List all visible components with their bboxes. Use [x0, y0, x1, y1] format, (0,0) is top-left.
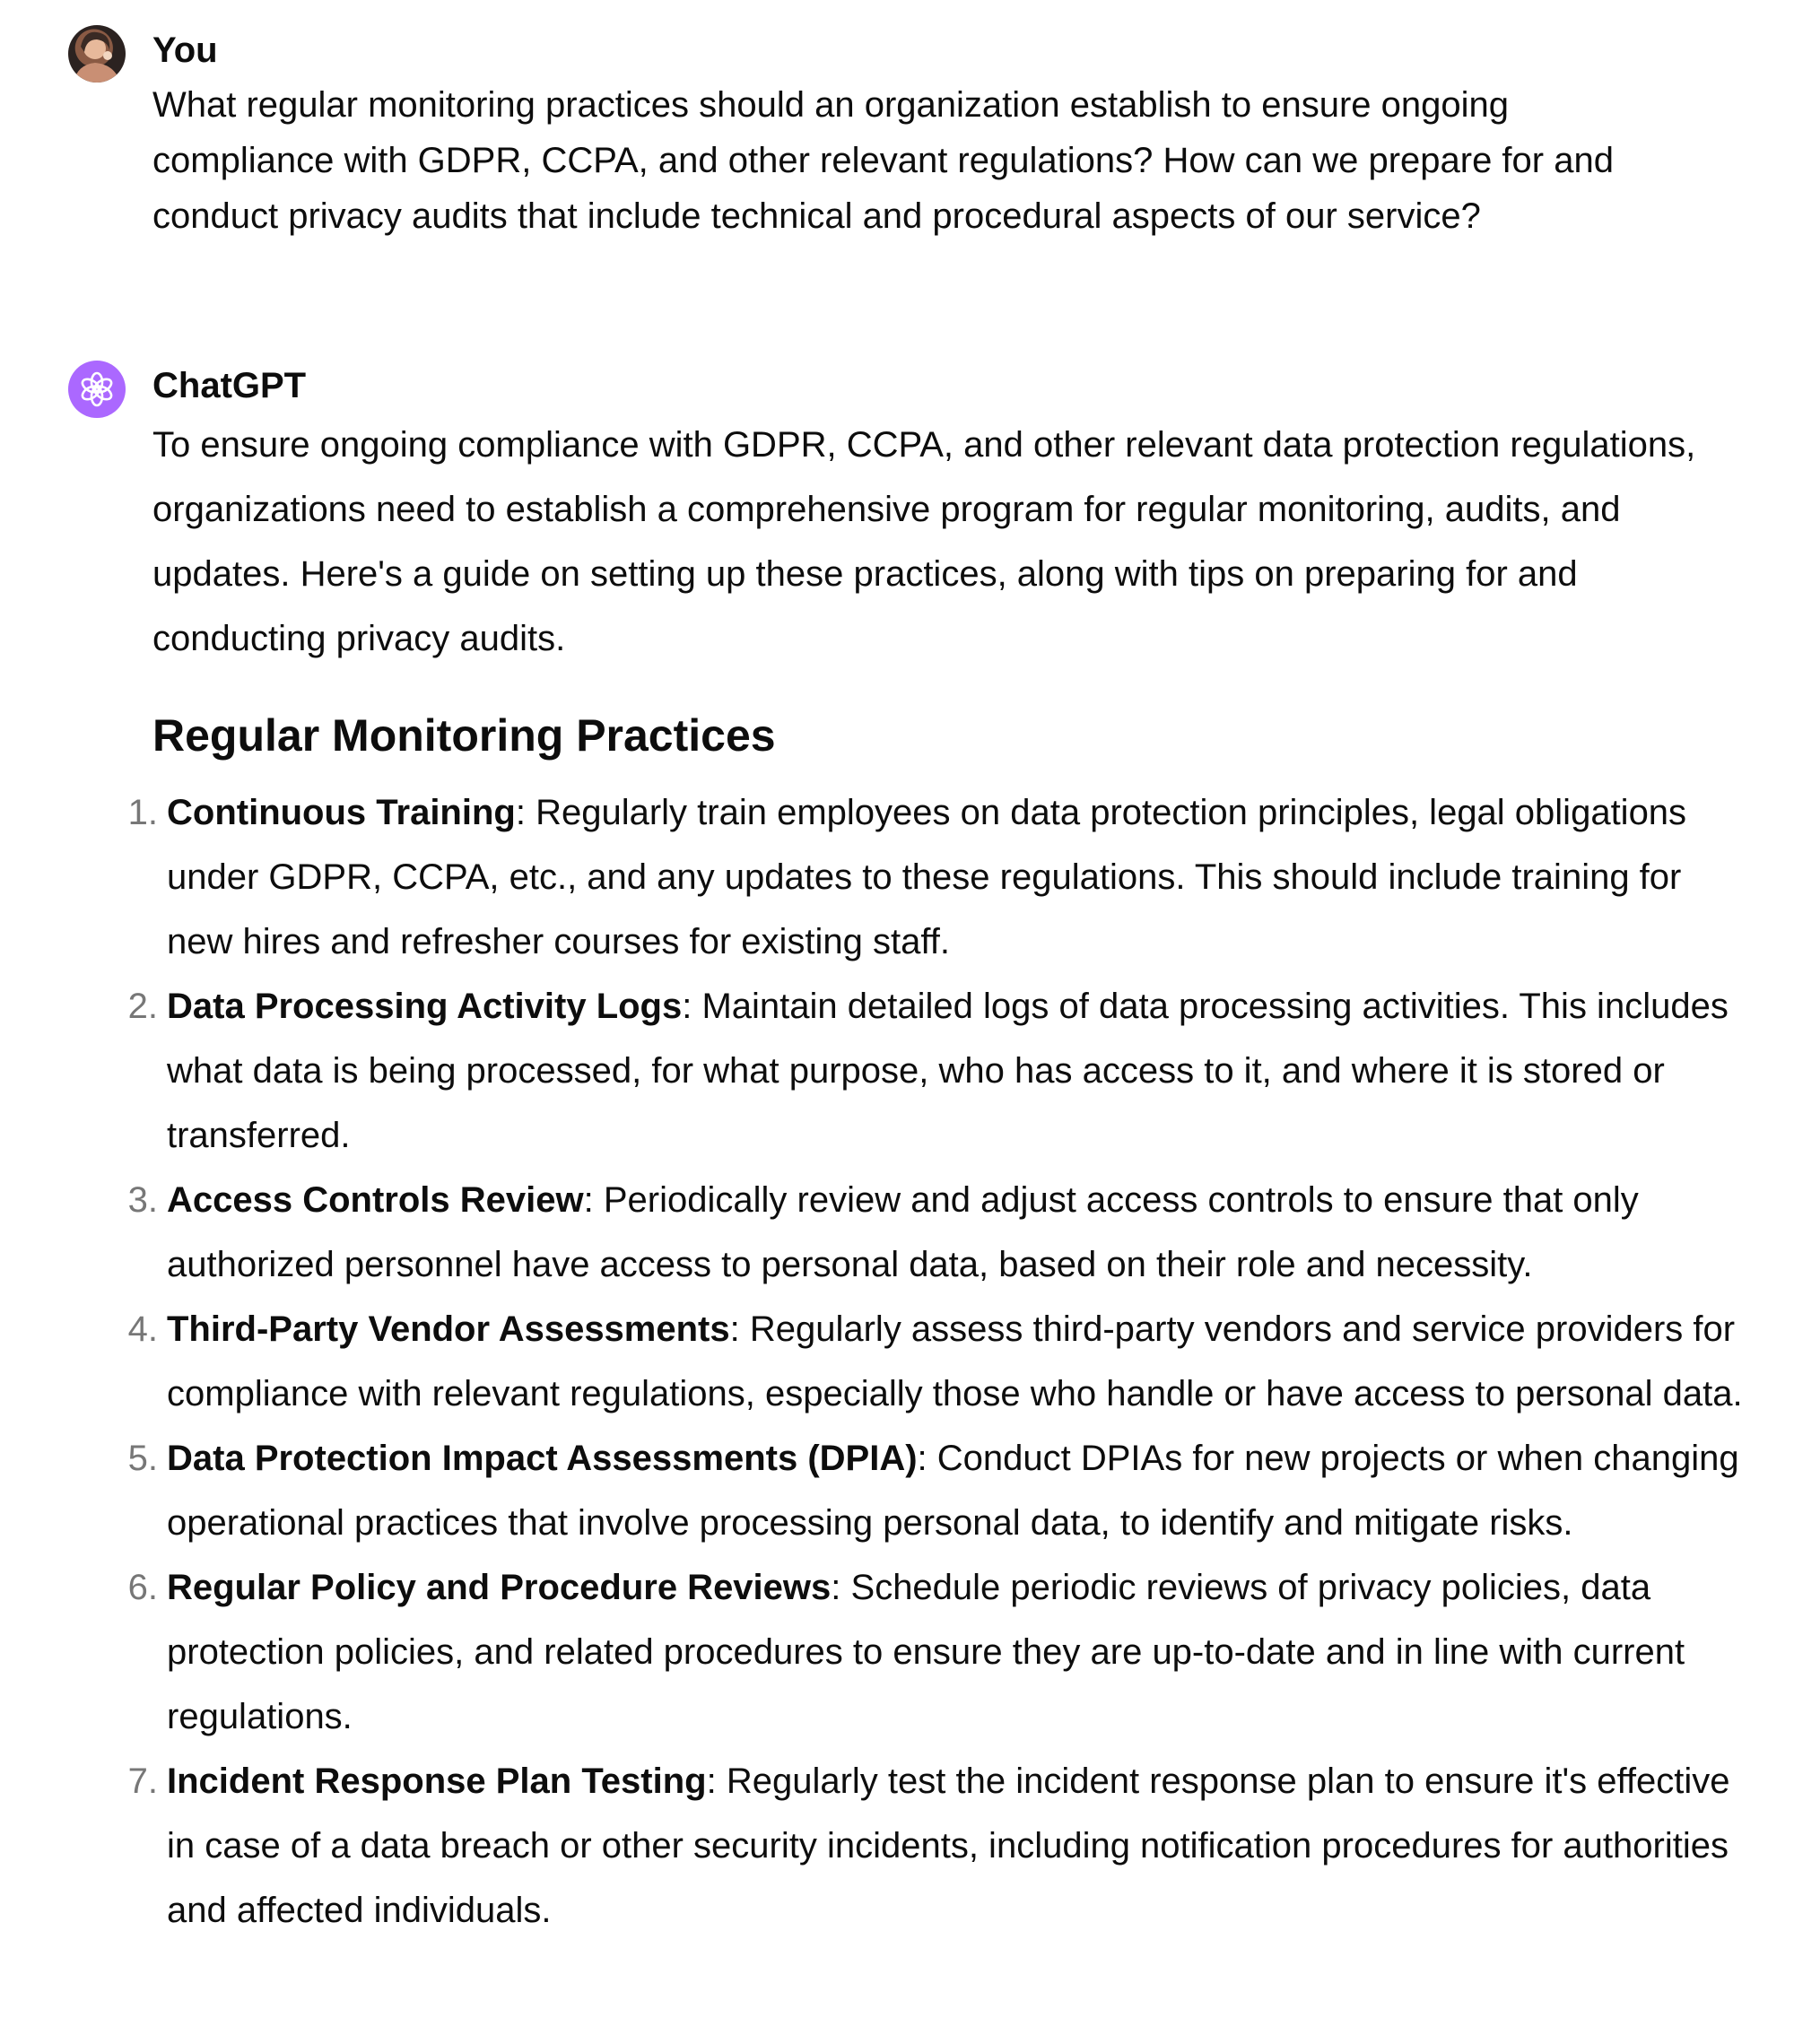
list-item-term: Continuous Training	[167, 793, 516, 832]
list-item	[127, 1168, 1749, 1297]
list-item	[127, 1297, 1749, 1426]
assistant-author-name: ChatGPT	[152, 366, 307, 405]
monitoring-practices-list	[127, 780, 1749, 1943]
list-item-description: : Schedule periodic reviews of privacy policies, data protection policies, and related procedures to ensure they are up-to-date and in line with current regulations.	[167, 1568, 1685, 1736]
user-author-name: You	[152, 30, 218, 70]
list-item-term: Access Controls Review	[167, 1180, 584, 1220]
list-item-number: 4.	[127, 1309, 158, 1349]
user-avatar	[68, 25, 126, 83]
list-item	[127, 1426, 1749, 1555]
list-item-number: 1.	[127, 793, 158, 832]
list-item	[127, 1749, 1749, 1943]
list-item	[127, 780, 1749, 974]
list-item-description: : Regularly test the incident response plan to ensure it's effective in case of a data breach or other security incidents, including notification procedures for authorities and affected individuals.	[167, 1761, 1730, 1930]
list-item	[127, 974, 1749, 1168]
list-item-number: 7.	[127, 1761, 158, 1801]
list-item-description: : Periodically review and adjust access controls to ensure that only authorized personnel have access to personal data, based on their role and necessity.	[167, 1180, 1639, 1284]
list-item-description: : Conduct DPIAs for new projects or when changing operational practices that involve processing personal data, to identify and mitigate risks.	[167, 1439, 1739, 1543]
list-item-description: : Regularly train employees on data protection principles, legal obligations under GDPR, CCPA, etc., and any updates to these regulations. This should include training for new hires and refresher courses for existing staff.	[167, 793, 1687, 961]
list-item-term: Third-Party Vendor Assessments	[167, 1309, 730, 1349]
list-item-number: 3.	[127, 1180, 158, 1220]
list-item-term: Data Protection Impact Assessments (DPIA)	[167, 1439, 918, 1478]
list-item-number: 2.	[127, 987, 158, 1026]
list-item-term: Regular Policy and Procedure Reviews	[167, 1568, 832, 1607]
assistant-avatar	[68, 361, 126, 418]
list-item	[127, 1555, 1749, 1749]
list-item-number: 6.	[127, 1568, 158, 1607]
assistant-intro-paragraph: To ensure ongoing compliance with GDPR, CCPA, and other relevant data protection regulations, organizations need to establish a comprehensive program for regular monitoring, audits, and updates. Here's a guide on setting up these practices, along with tips on preparing for and conducting privacy audits.	[152, 425, 1696, 658]
list-item-term: Incident Response Plan Testing	[167, 1761, 707, 1801]
list-item-description: : Regularly assess third-party vendors and service providers for compliance with relevant regulations, especially those who handle or have access to personal data.	[167, 1309, 1743, 1413]
list-item-number: 5.	[127, 1439, 158, 1478]
openai-logo-icon	[77, 370, 117, 409]
user-photo-icon	[68, 25, 126, 83]
user-message-text: What regular monitoring practices should an organization establish to ensure ongoing compliance with GDPR, CCPA, and other relevant regulations? How can we prepare for and conduct privacy audits that include technical and procedural aspects of our service?	[152, 85, 1614, 236]
list-item-term: Data Processing Activity Logs	[167, 987, 683, 1026]
list-item-description: : Maintain detailed logs of data processing activities. This includes what data is being processed, for what purpose, who has access to it, and where it is stored or transferred.	[167, 987, 1729, 1155]
section-heading: Regular Monitoring Practices	[152, 710, 776, 761]
assistant-message-body	[127, 413, 1749, 1943]
